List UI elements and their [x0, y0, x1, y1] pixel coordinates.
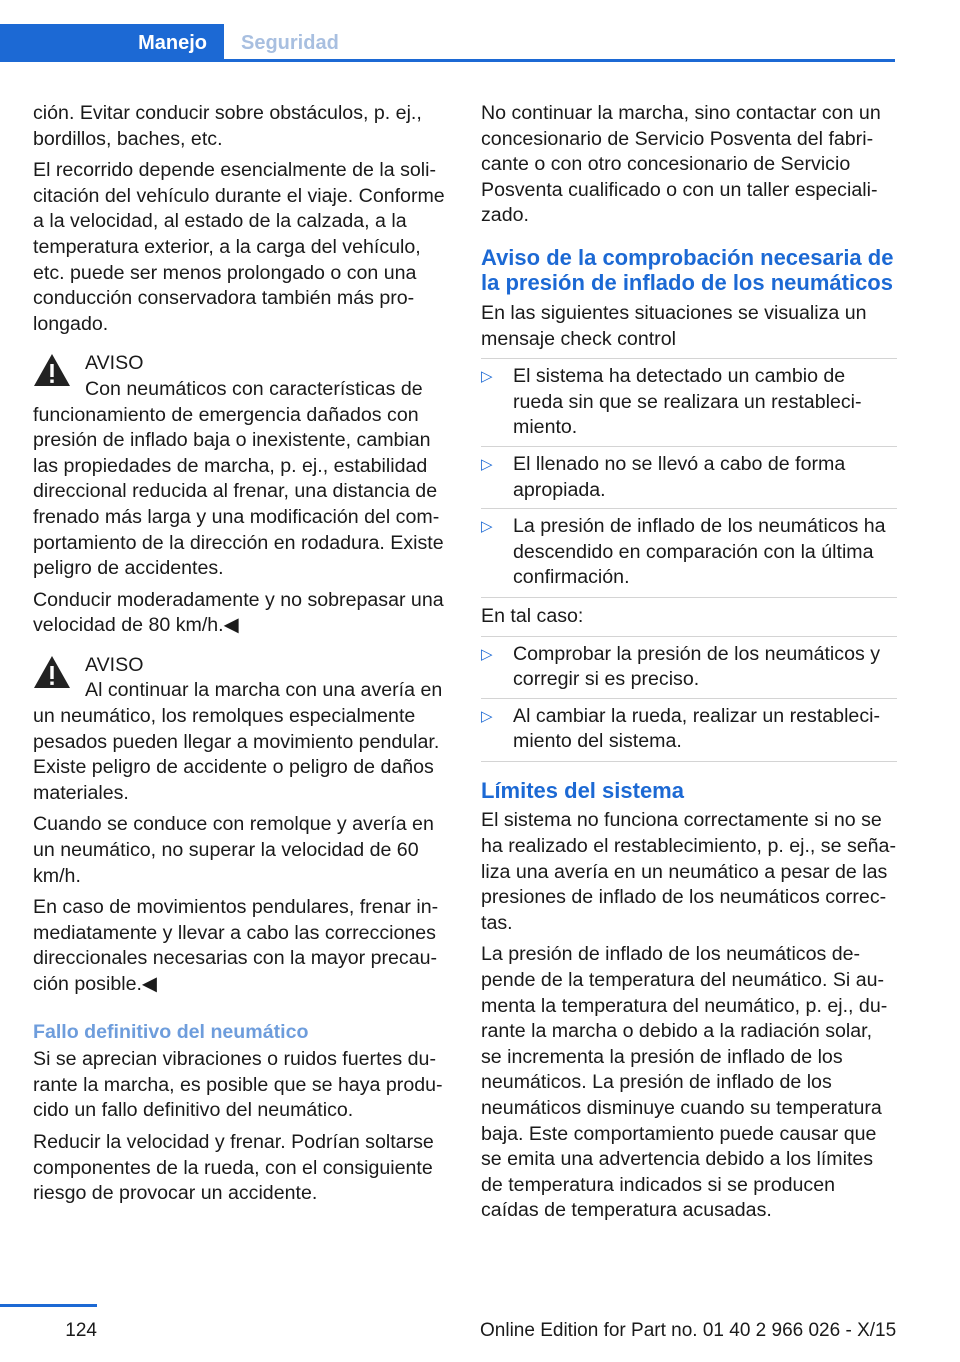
- list-item: [481, 446, 897, 503]
- list-item-text: Comprobar la presión de los neumáticos y corregir si es preciso.: [513, 642, 881, 691]
- right-column: [481, 101, 897, 1230]
- warning-text: un neumático, los remolques especialmente pesados pueden llegar a movimiento pendular. Existe peligro de accidente o peligro de daños materiales.: [33, 705, 440, 804]
- warning-title: AVISO: [85, 653, 144, 676]
- paragraph: No continuar la marcha, sino contactar con un concesionario de Servicio Posventa del fabricante o con otro concesionario de Servicio Posventa cualificado o con un taller especializado.: [481, 102, 881, 227]
- triangle-bullet-icon: ▷: [481, 707, 493, 725]
- triangle-bullet-icon: ▷: [481, 455, 493, 473]
- list-item: [481, 508, 897, 598]
- list-item-text: El sistema ha detectado un cambio de rueda sin que se realizara un restablecimiento.: [513, 365, 862, 439]
- paragraph: Reducir la velocidad y frenar. Podrían soltarse componentes de la rueda, con el consiguiente riesgo de provocar un accidente.: [33, 1130, 434, 1205]
- paragraph: ción. Evitar conducir sobre obstáculos, p. ej., bordillos, baches, etc.: [33, 102, 422, 150]
- warning-block: [33, 653, 449, 807]
- paragraph: El recorrido depende esencialmente de la solicitación del vehículo durante el viaje. Conforme a la velocidad, al estado de la calzada, a la temperatura exterior, a la carga del vehículo, etc. puede ser menos prolongado o con una conducción conservadora también más prolongado.: [33, 159, 445, 335]
- list-item-text: El llenado no se llevó a cabo de forma apropiada.: [513, 452, 846, 501]
- warning-title: AVISO: [85, 352, 144, 375]
- triangle-bullet-icon: ▷: [481, 645, 493, 663]
- paragraph: En caso de movimientos pendulares, frenar inmediatamente y llevar a cabo las correcciones direccionales necesarias con la mayor precaución posible.◀: [33, 896, 439, 995]
- warning-text-first: Con neumáticos con características de: [85, 377, 423, 400]
- edition-label: Online Edition for Part no. 01 40 2 966 026 - X/15: [480, 1320, 897, 1341]
- list-item-text: Al cambiar la rueda, realizar un restablecimiento del sistema.: [513, 704, 881, 753]
- paragraph: Conducir moderadamente y no sobrepasar una velocidad de 80 km/h.◀: [33, 588, 444, 637]
- list-item: [481, 698, 897, 762]
- paragraph: Cuando se conduce con remolque y avería en un neumático, no superar la velocidad de 60 km/h.: [33, 813, 434, 887]
- tab-manejo[interactable]: Manejo: [0, 24, 224, 62]
- paragraph: Si se aprecian vibraciones o ruidos fuertes durante la marcha, es posible que se haya producido un fallo definitivo del neumático.: [33, 1048, 443, 1122]
- list-item: [481, 636, 897, 693]
- bullet-list: [481, 636, 897, 762]
- warning-triangle-icon: [33, 353, 71, 387]
- warning-text: funcionamiento de emergencia dañados con presión de inflado baja o inexistente, cambian las propiedades de marcha, p. ej., estabilidad direccional reducida al frenar, una distancia de frenado más larga y una modificación del comportamiento de la dirección en rodadura. Existe peligro de accidentes.: [33, 403, 444, 580]
- warning-block: [33, 351, 449, 581]
- paragraph: La presión de inflado de los neumáticos depende de la temperatura del neumático. Si aumenta la temperatura del neumático, p. ej., durante la marcha o debido a la radiación solar, se incrementa la presión de inflado de los neumáticos. La presión de inflado de los neumáticos disminuye cuando su temperatura baja. Este comportamiento puede causar que se emita una advertencia debido a los límites de temperatura indicados si se producen caídas de temperatura acusadas.: [481, 943, 888, 1222]
- list-item: [481, 358, 897, 441]
- tab-seguridad[interactable]: Seguridad: [241, 32, 339, 54]
- left-column: [33, 101, 449, 1213]
- bullet-list: [481, 358, 897, 598]
- triangle-bullet-icon: ▷: [481, 518, 493, 536]
- paragraph: El sistema no funciona correctamente si no se ha realizado el restablecimiento, p. ej., se señaliza una avería en un neumático a pesar de las presiones de inflado de los neumáticos correctas.: [481, 809, 896, 934]
- warning-triangle-icon: [33, 655, 71, 689]
- section-heading: Límites del sistema: [481, 777, 684, 803]
- header-tabs: [0, 24, 895, 62]
- list-item-text: La presión de inflado de los neumáticos ha descendido en comparación con la última confirmación.: [513, 515, 886, 589]
- section-heading: Aviso de la comprobación necesaria de la presión de inflado de los neumáticos: [481, 244, 894, 296]
- header-rule: [0, 59, 895, 62]
- page-number: 124: [65, 1320, 97, 1341]
- triangle-bullet-icon: ▷: [481, 368, 493, 386]
- section-subheading: Fallo definitivo del neumático: [33, 1020, 309, 1043]
- footer-rule: [0, 1304, 97, 1307]
- warning-text-first: Al continuar la marcha con una avería en: [85, 679, 443, 702]
- paragraph: En las siguientes situaciones se visualiza un mensaje check control: [481, 301, 867, 350]
- paragraph: En tal caso:: [481, 604, 584, 627]
